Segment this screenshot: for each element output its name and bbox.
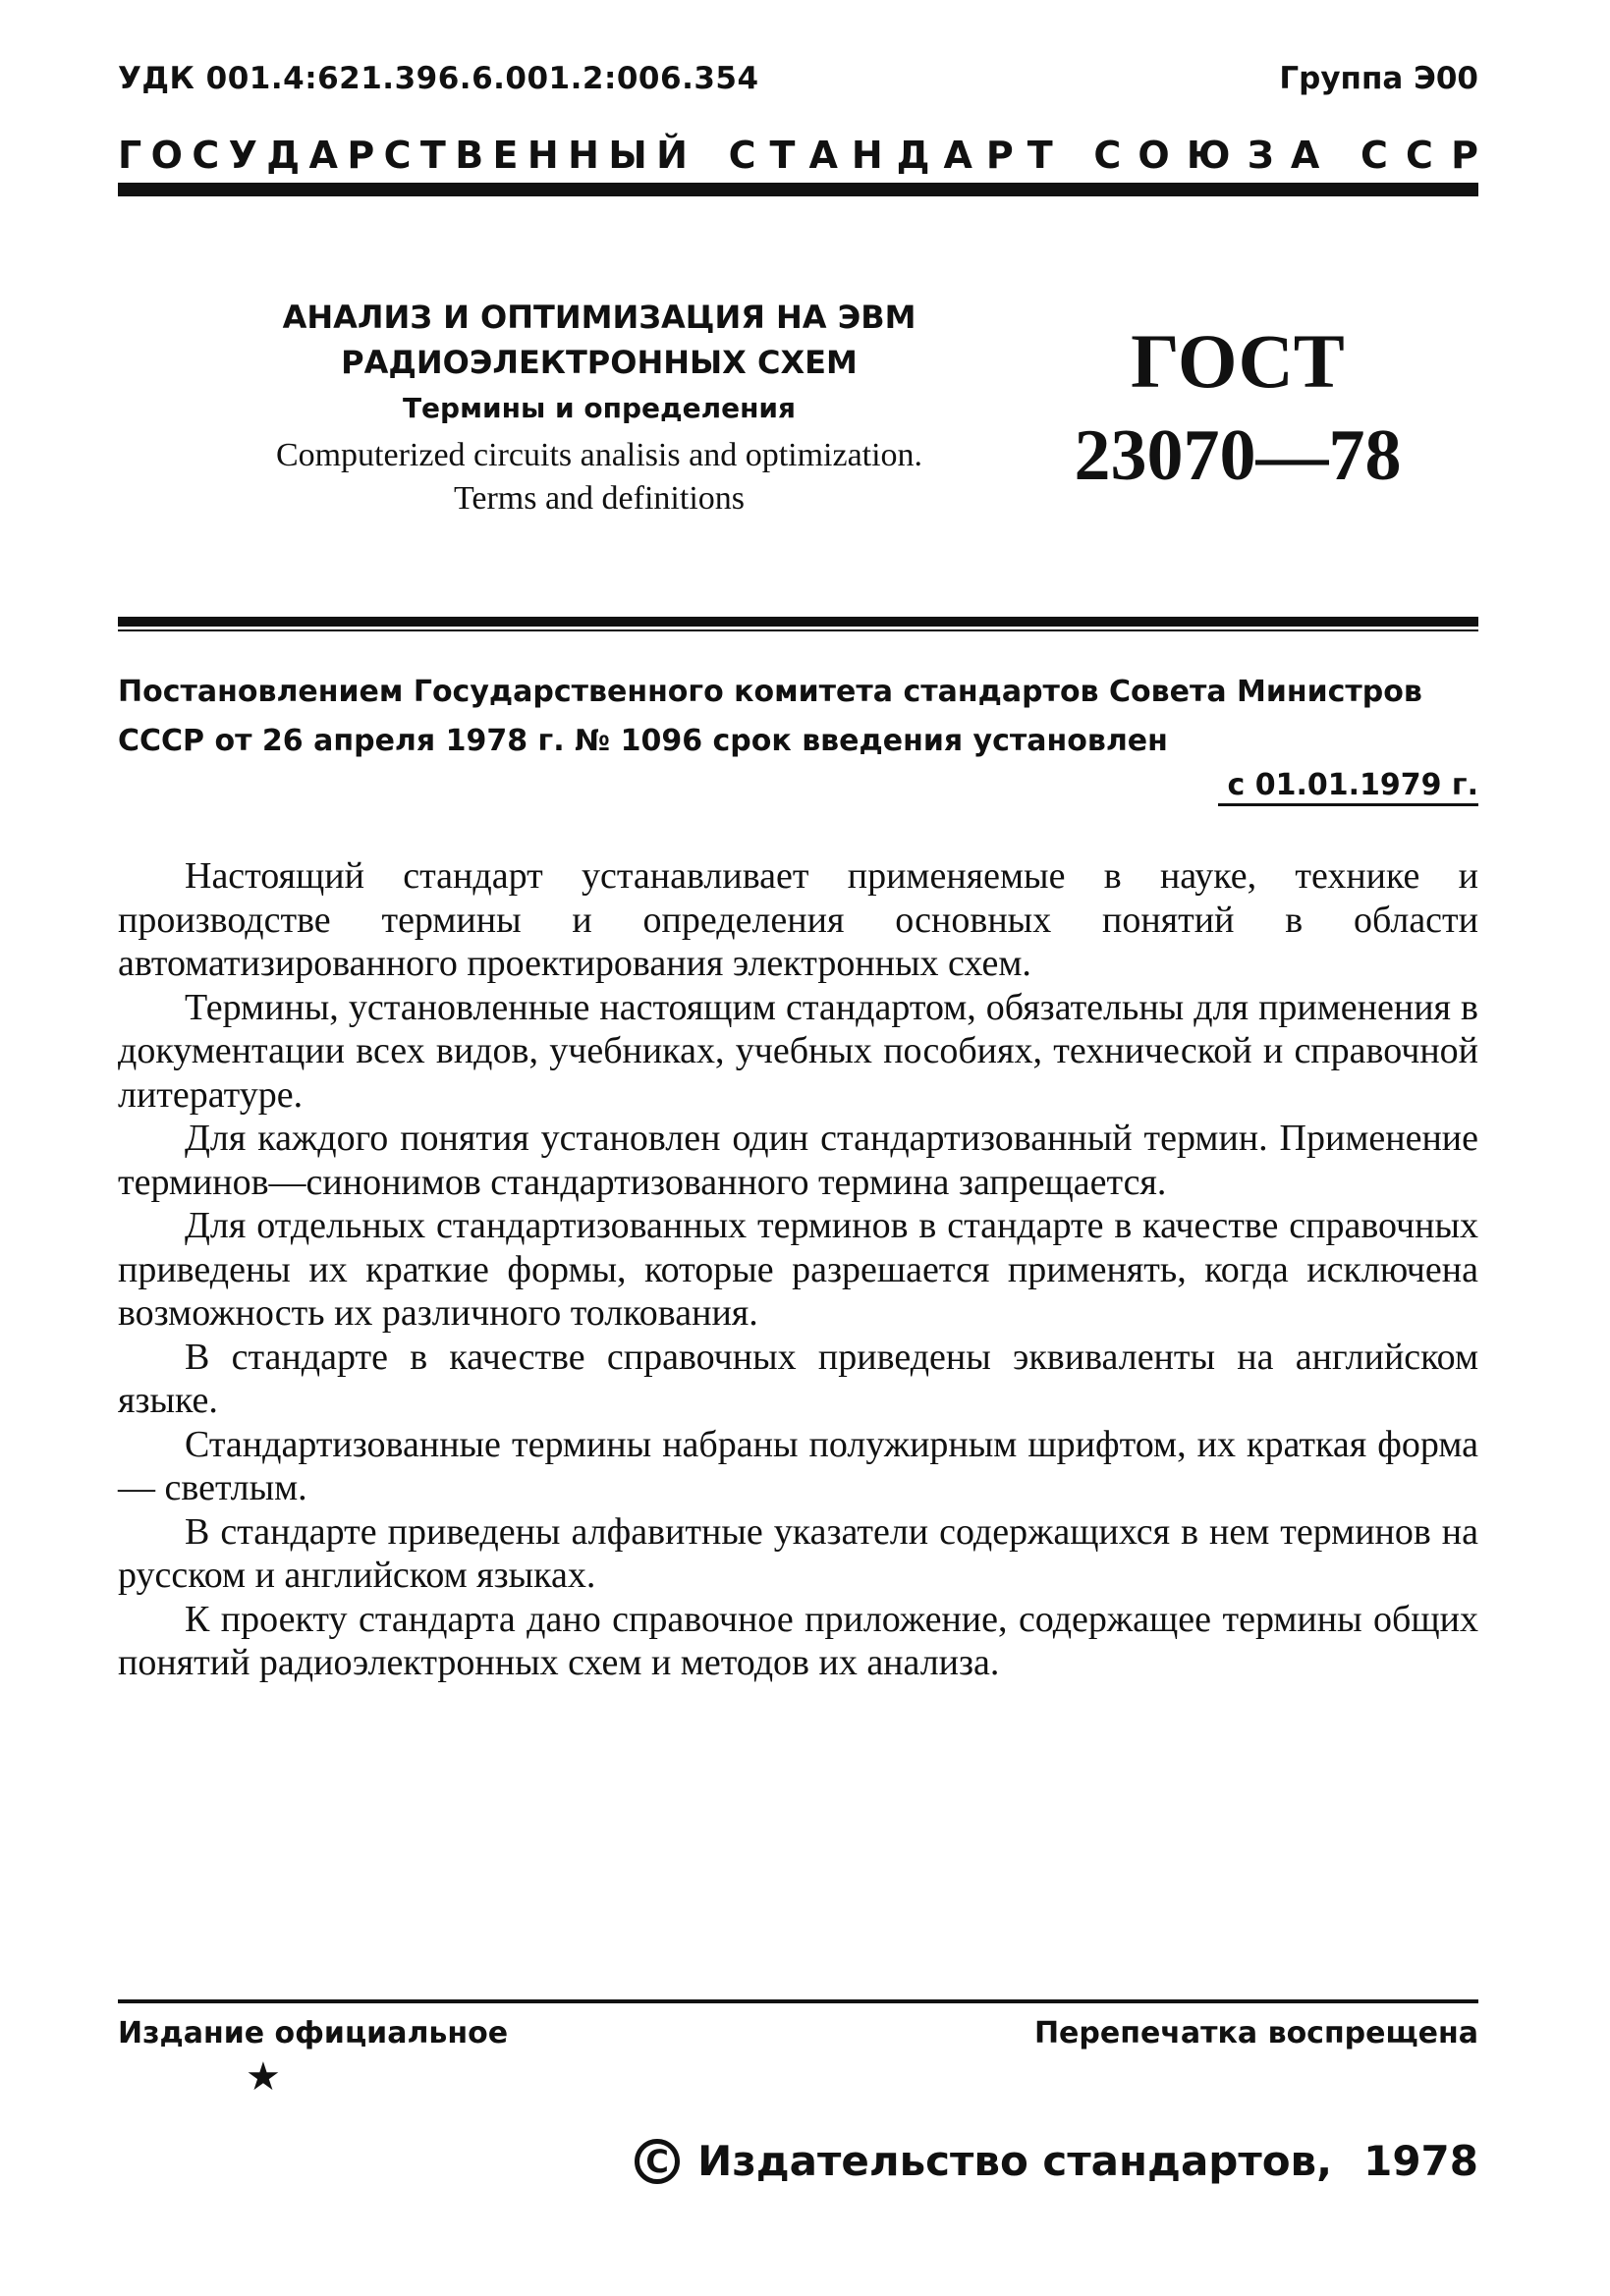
body-text bbox=[118, 854, 1478, 1685]
copyright-icon: C bbox=[635, 2139, 680, 2184]
middle-rule bbox=[118, 617, 1478, 627]
reprint-prohibited-label: Перепечатка воспрещена bbox=[1033, 2016, 1478, 2050]
title-line-1: АНАЛИЗ И ОПТИМИЗАЦИЯ НА ЭВМ bbox=[282, 299, 916, 336]
body-paragraph: В стандарте приведены алфавитные указатели содержащихся в нем терминов на русском и английском языках. bbox=[118, 1510, 1478, 1596]
body-paragraph: В стандарте в качестве справочных приведены эквиваленты на английском языке. bbox=[118, 1336, 1478, 1421]
banner-word-3: С О Ю З А bbox=[1093, 134, 1320, 177]
body-paragraph: Для отдельных стандартизованных терминов в стандарте в качестве справочных приведены их краткие формы, которые разрешается применять, когда исключена возможность их различного толкования. bbox=[118, 1205, 1478, 1334]
middle-rule-thin bbox=[118, 629, 1478, 631]
banner-word-4: С С Р bbox=[1360, 134, 1478, 177]
top-rule bbox=[118, 183, 1478, 196]
gost-number: 23070—78 bbox=[1074, 415, 1402, 496]
group-code: Группа Э00 bbox=[1279, 61, 1478, 96]
star-icon: ★ bbox=[246, 2054, 281, 2100]
publisher-name: Издательство стандартов, bbox=[697, 2137, 1333, 2185]
body-paragraph: Для каждого понятия установлен один стандартизованный термин. Применение терминов—синонимов стандартизованного термина запрещается. bbox=[118, 1118, 1478, 1203]
body-paragraph: Стандартизованные термины набраны полужирным шрифтом, их краткая форма — светлым. bbox=[118, 1423, 1478, 1508]
gost-designation bbox=[1061, 314, 1415, 503]
publication-year: 1978 bbox=[1363, 2137, 1478, 2185]
effective-date-underline bbox=[1218, 803, 1478, 806]
udk-code: УДК 001.4:621.396.6.001.2:006.354 bbox=[118, 61, 759, 96]
banner-word-1: Г О С У Д А Р С Т В Е Н Н Ы Й bbox=[118, 134, 688, 177]
body-paragraph: Термины, установленные настоящим стандартом, обязательны для применения в документации всех видов, учебниках, учебных пособиях, технической и справочной литературе. bbox=[118, 986, 1478, 1116]
effective-date: с 01.01.1979 г. bbox=[1227, 768, 1478, 802]
publisher-line bbox=[635, 2137, 1478, 2185]
bottom-rule bbox=[118, 1999, 1478, 2003]
gost-label: ГОСТ bbox=[1131, 318, 1345, 404]
title-line-2: РАДИОЭЛЕКТРОННЫХ СХЕМ bbox=[341, 344, 858, 381]
title-subtitle: Термины и определения bbox=[402, 392, 797, 424]
official-edition-label: Издание официальное bbox=[118, 2016, 509, 2050]
banner-word-2: С Т А Н Д А Р Т bbox=[728, 134, 1053, 177]
state-standard-banner bbox=[118, 134, 1478, 177]
resolution-text: Постановлением Государственного комитета стандартов Совета Министров СССР от 26 апреля 1978 г. № 1096 срок введения установлен bbox=[118, 675, 1422, 758]
english-title-line-2: Terms and definitions bbox=[453, 480, 745, 517]
english-title-line-1: Computerized circuits analisis and optimization. bbox=[275, 437, 923, 473]
body-paragraph: К проекту стандарта дано справочное приложение, содержащее термины общих понятий радиоэлектронных схем и методов их анализа. bbox=[118, 1598, 1478, 1683]
body-paragraph: Настоящий стандарт устанавливает применяемые в науке, технике и производстве термины и определения основных понятий в области автоматизированного проектирования электронных схем. bbox=[118, 855, 1478, 984]
title-block bbox=[196, 295, 1002, 520]
